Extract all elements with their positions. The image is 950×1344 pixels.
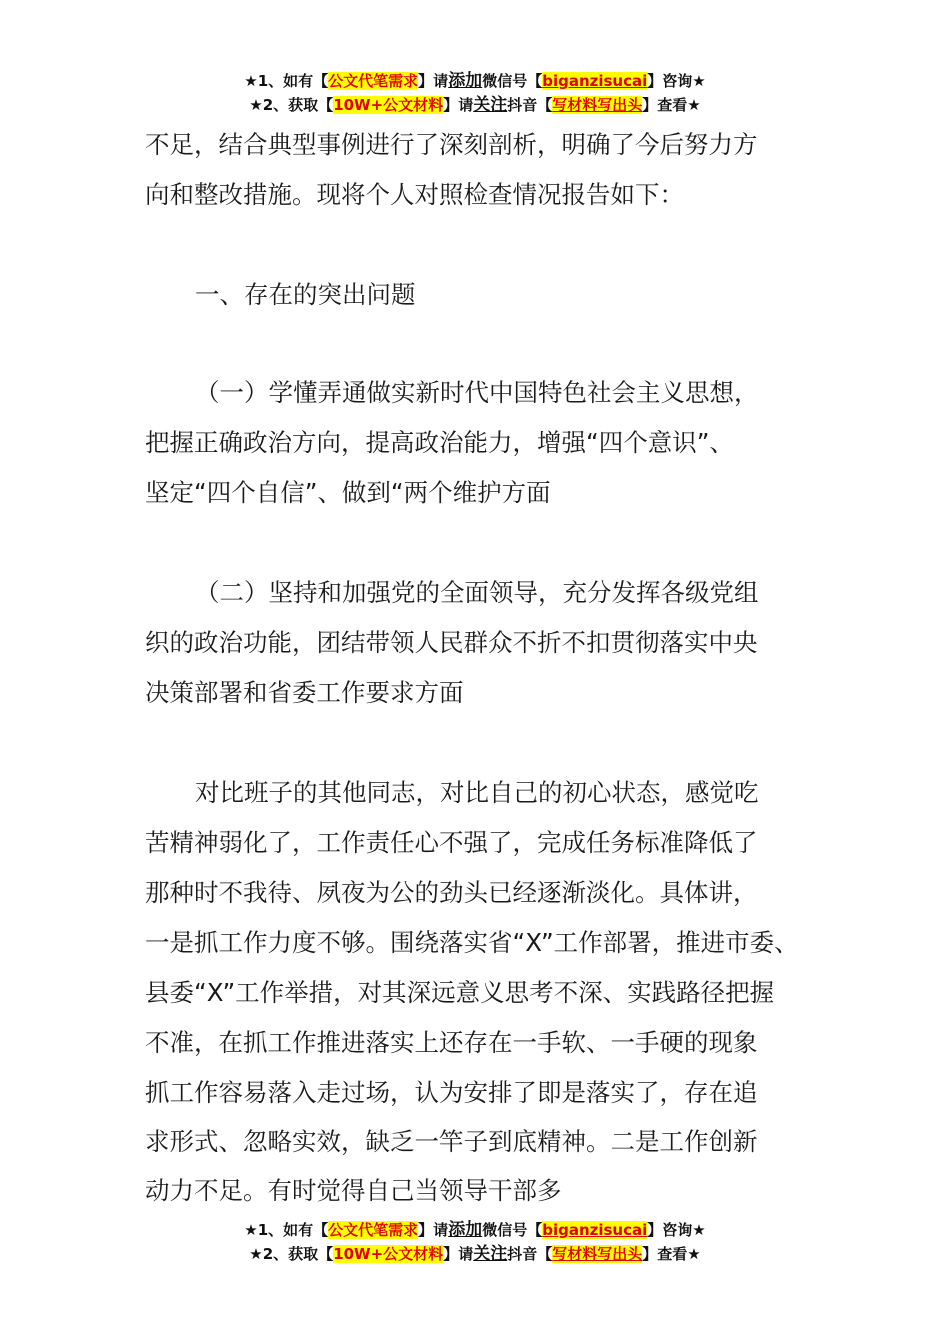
body-line: 对比班子的其他同志，对比自己的初心状态，感觉吃 xyxy=(195,778,759,807)
wechat-id: biganzisucai xyxy=(542,72,648,90)
subsection-heading: 决策部署和省委工作要求方面 xyxy=(145,678,464,707)
banner-line-1 xyxy=(0,1218,950,1242)
body-line: 县委“X”工作举措，对其深远意义思考不深、实践路径把握 xyxy=(145,978,775,1007)
subsection-heading: 织的政治功能，团结带领人民群众不折不扣贯彻落实中央 xyxy=(145,628,758,657)
body-line: 那种时不我待、夙夜为公的劲头已经逐渐淡化。具体讲， xyxy=(145,878,758,907)
banner-text: 】请 xyxy=(443,1245,474,1263)
underlined-text: 添加 xyxy=(448,71,483,91)
douyin-id: 写材料写出头 xyxy=(552,96,643,114)
banner-text: 抖音【 xyxy=(507,1245,553,1263)
banner-line-2 xyxy=(0,93,950,117)
header-banner xyxy=(0,69,950,117)
wechat-id: biganzisucai xyxy=(542,1221,648,1239)
body-line: 抓工作容易落入走过场，认为安排了即是落实了，存在追 xyxy=(145,1078,758,1107)
banner-text: ★1、如有【 xyxy=(244,72,329,90)
banner-text: ★2、获取【 xyxy=(249,1245,334,1263)
body-line: 不足，结合典型事例进行了深刻剖析，明确了今后努力方 xyxy=(145,130,758,159)
banner-line-2 xyxy=(0,1242,950,1266)
banner-text: ★2、获取【 xyxy=(249,96,334,114)
subsection-heading: 坚定“四个自信”、做到“两个维护方面 xyxy=(145,478,551,507)
body-line: 不准，在抓工作推进落实上还存在一手软、一手硬的现象 xyxy=(145,1028,758,1057)
body-line: 向和整改措施。现将个人对照检查情况报告如下： xyxy=(145,180,684,209)
banner-text: 微信号【 xyxy=(482,72,543,90)
underlined-text: 关注 xyxy=(473,95,508,115)
highlight-text: 公文代笔需求 xyxy=(328,1221,419,1239)
banner-text: 】请 xyxy=(418,1221,449,1239)
footer-banner xyxy=(0,1218,950,1266)
banner-text: 微信号【 xyxy=(482,1221,543,1239)
subsection-heading: （一）学懂弄通做实新时代中国特色社会主义思想， xyxy=(195,378,759,407)
douyin-id: 写材料写出头 xyxy=(552,1245,643,1263)
banner-text: 】查看★ xyxy=(642,96,701,114)
highlight-text: 10W+公文材料 xyxy=(333,1245,444,1263)
section-heading: 一、存在的突出问题 xyxy=(195,280,416,309)
banner-text: 】请 xyxy=(443,96,474,114)
body-line: 一是抓工作力度不够。围绕落实省“X”工作部署，推进市委、 xyxy=(145,928,799,957)
banner-text: 】咨询★ xyxy=(647,72,706,90)
body-line: 苦精神弱化了，工作责任心不强了，完成任务标准降低了 xyxy=(145,828,758,857)
underlined-text: 添加 xyxy=(448,1220,483,1240)
banner-text: 抖音【 xyxy=(507,96,553,114)
banner-text: 】请 xyxy=(418,72,449,90)
body-line: 动力不足。有时觉得自己当领导干部多 xyxy=(145,1176,562,1205)
banner-text: 】查看★ xyxy=(642,1245,701,1263)
subsection-heading: （二）坚持和加强党的全面领导，充分发挥各级党组 xyxy=(195,578,759,607)
highlight-text: 公文代笔需求 xyxy=(328,72,419,90)
subsection-heading: 把握正确政治方向，提高政治能力，增强“四个意识”、 xyxy=(145,428,734,457)
banner-text: ★1、如有【 xyxy=(244,1221,329,1239)
underlined-text: 关注 xyxy=(473,1244,508,1264)
body-line: 求形式、忽略实效，缺乏一竿子到底精神。二是工作创新 xyxy=(145,1127,758,1156)
banner-text: 】咨询★ xyxy=(647,1221,706,1239)
banner-line-1 xyxy=(0,69,950,93)
highlight-text: 10W+公文材料 xyxy=(333,96,444,114)
